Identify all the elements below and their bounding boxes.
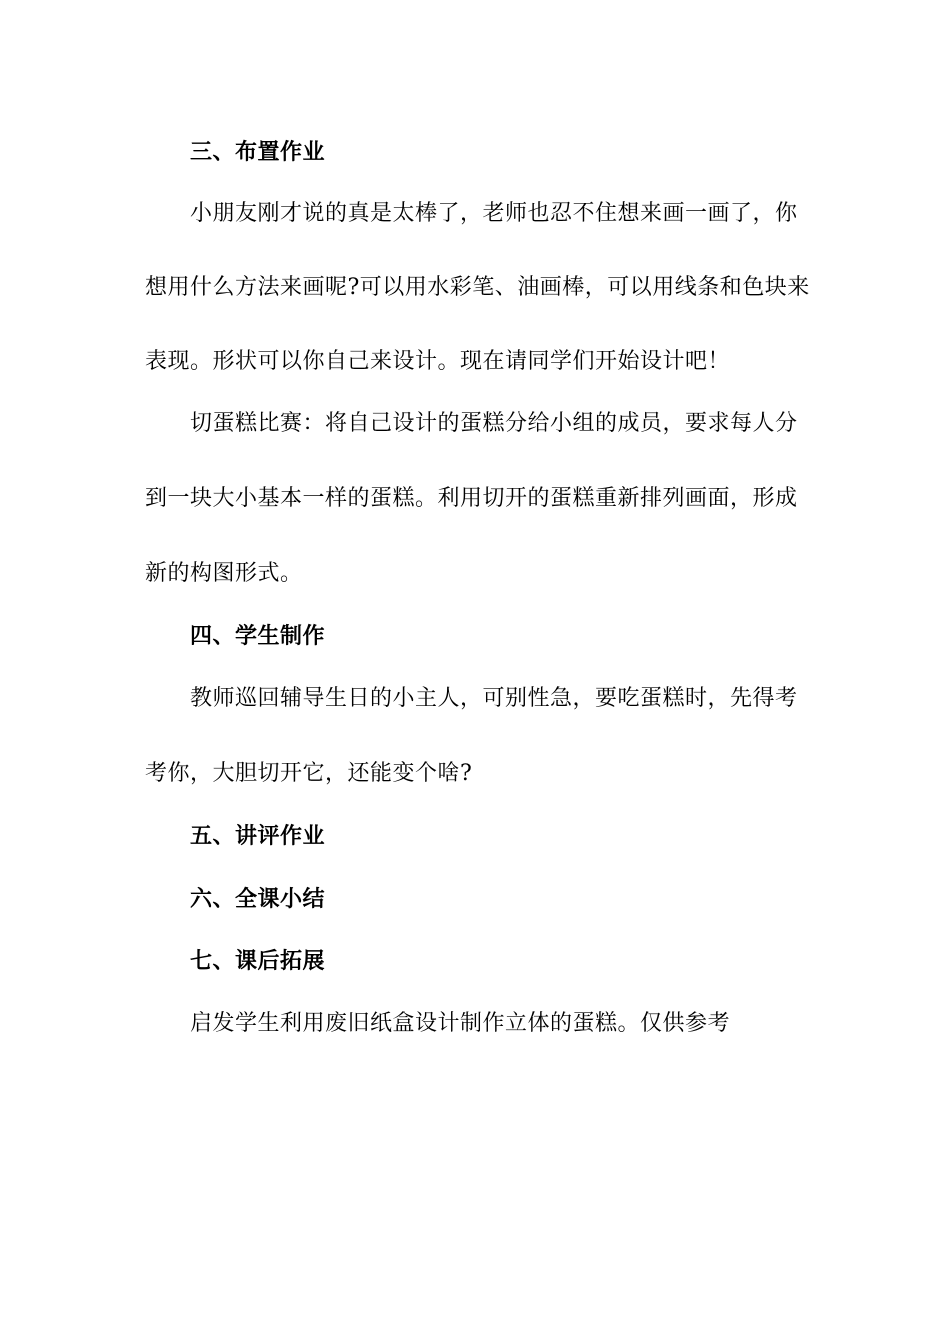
paragraph-line: 想用什么方法来画呢?可以用水彩笔、油画棒，可以用线条和色块来 bbox=[145, 275, 810, 300]
section-heading-extension: 七、课后拓展 bbox=[190, 948, 326, 974]
paragraph-line: 到一块大小基本一样的蛋糕。利用切开的蛋糕重新排列画面，形成 bbox=[145, 486, 798, 511]
paragraph-line: 启发学生利用废旧纸盒设计制作立体的蛋糕。仅供参考 bbox=[190, 1011, 731, 1036]
paragraph-line: 表现。形状可以你自己来设计。现在请同学们开始设计吧！ bbox=[145, 349, 731, 374]
paragraph-line: 切蛋糕比赛：将自己设计的蛋糕分给小组的成员，要求每人分 bbox=[190, 411, 798, 436]
paragraph-line: 新的构图形式。 bbox=[145, 561, 303, 586]
section-heading-review-homework: 五、讲评作业 bbox=[190, 823, 326, 849]
paragraph-line: 小朋友刚才说的真是太棒了，老师也忍不住想来画一画了，你 bbox=[190, 201, 798, 226]
section-heading-student-work: 四、学生制作 bbox=[190, 623, 326, 649]
section-heading-lesson-summary: 六、全课小结 bbox=[190, 886, 326, 912]
paragraph-line: 教师巡回辅导生日的小主人，可别性急，要吃蛋糕时，先得考 bbox=[190, 686, 798, 711]
section-heading-assign-homework: 三、布置作业 bbox=[190, 139, 326, 165]
paragraph-line: 考你，大胆切开它，还能变个啥? bbox=[145, 761, 473, 786]
